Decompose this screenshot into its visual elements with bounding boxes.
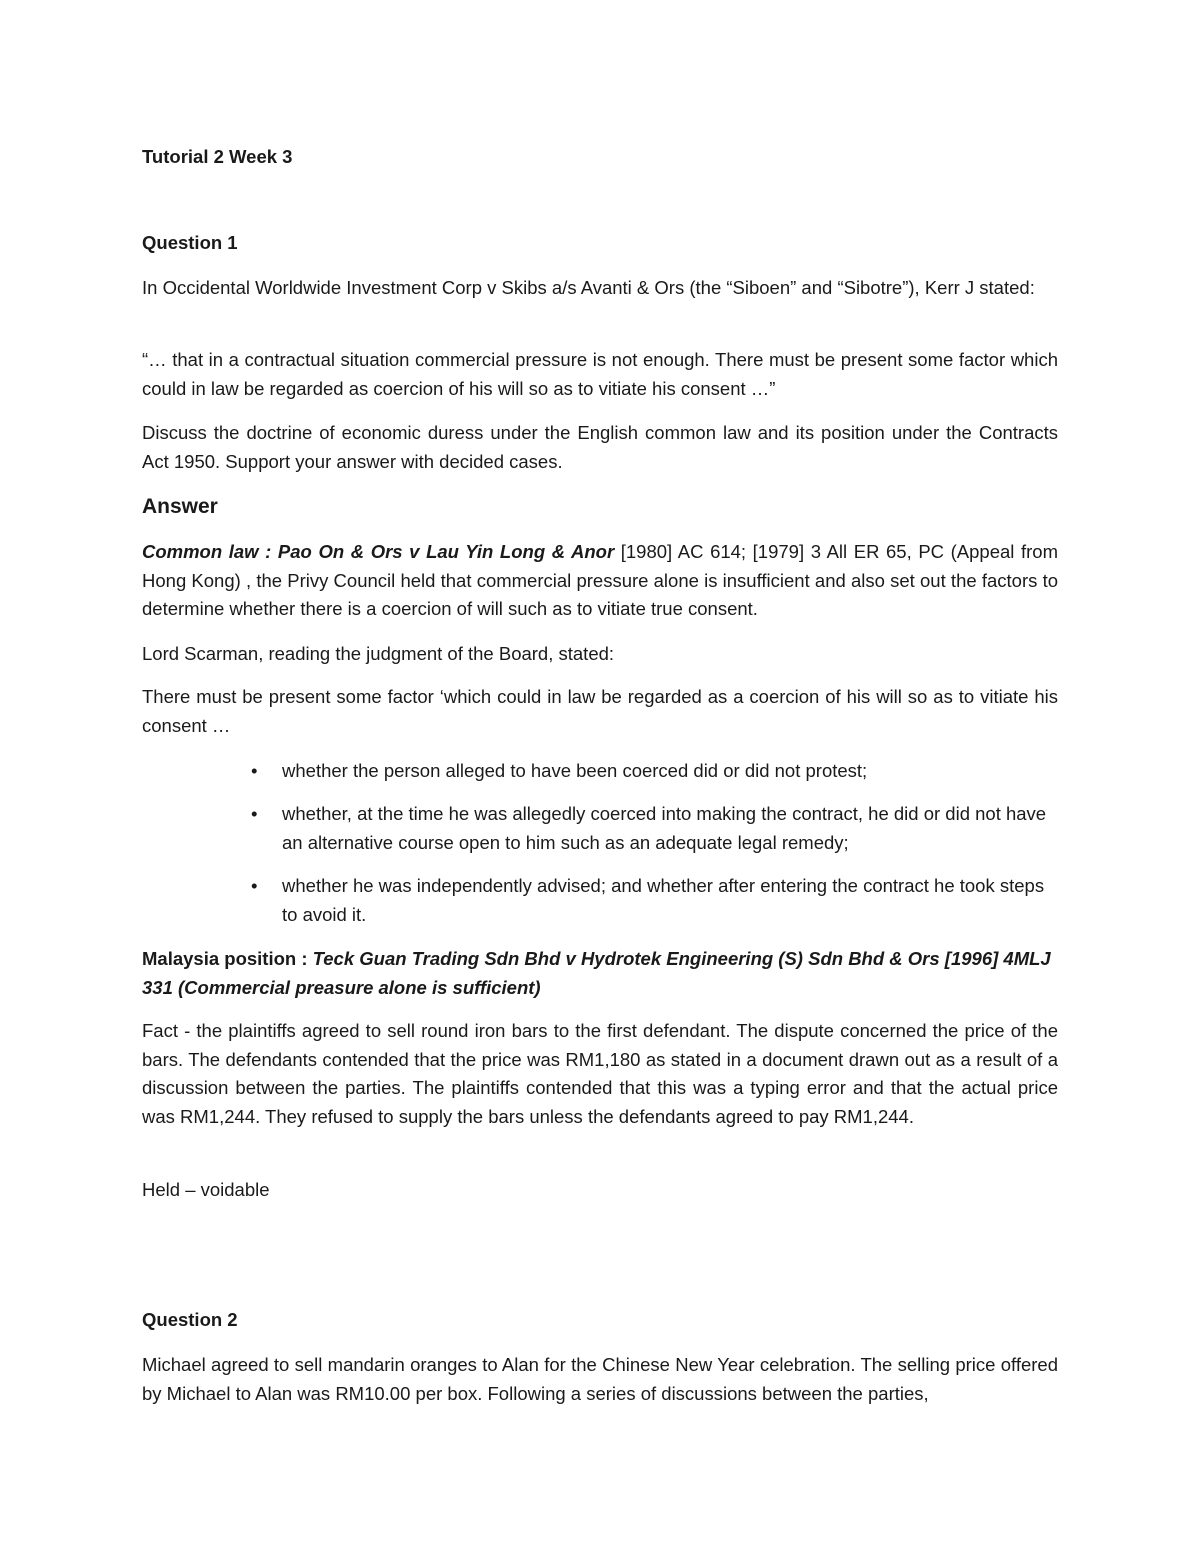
common-law-text: [1980] AC 614; [1979] 3 All ER 65, PC (Appeal from Hong Kong) , the Privy Council held that commercial pressure alone is insufficient and also set out the factors to determine whether there is a coercion of will such as to vitiate true consent. (142, 541, 1058, 619)
list-item-text: whether, at the time he was allegedly coerced into making the contract, he did or did not have an alternative course open to him such as an adequate legal remedy; (282, 803, 1047, 853)
bullet-icon: • (251, 875, 258, 896)
bullet-icon: • (251, 803, 258, 824)
question-1-task: Discuss the doctrine of economic duress under the English common law and its position under the Contracts Act 1950. Support your answer with decided cases. (142, 422, 1058, 472)
question-2-text: Michael agreed to sell mandarin oranges to Alan for the Chinese New Year celebration. The selling price offered by Michael to Alan was RM10.00 per box. Following a series of discussions between the parties, (142, 1354, 1058, 1404)
list-item (251, 872, 1058, 929)
question-1-quote: “… that in a contractual situation commercial pressure is not enough. There must be present some factor which could in law be regarded as coercion of his will so as to vitiate his consent …” (142, 349, 1058, 399)
question-2-heading: Question 2 (142, 1309, 238, 1330)
malaysia-position-label: Malaysia position : (142, 948, 313, 969)
common-law-case-label: Common law : Pao On & Ors v Lau Yin Long & Anor (142, 541, 615, 562)
document-title: Tutorial 2 Week 3 (142, 146, 293, 167)
malaysia-case-name: Teck Guan Trading Sdn Bhd v Hydrotek Engineering (S) Sdn Bhd & Ors [1996] 4MLJ 331 (Commercial preasure alone is sufficient) (142, 948, 1051, 998)
fact-paragraph: Fact - the plaintiffs agreed to sell round iron bars to the first defendant. The dispute concerned the price of the bars. The defendants contended that the price was RM1,180 as stated in a document drawn out as a result of a discussion between the parties. The plaintiffs contended that this was a typing error and that the actual price was RM1,244. They refused to supply the bars unless the defendants agreed to pay RM1,244. (142, 1020, 1058, 1127)
bullet-icon: • (251, 760, 258, 781)
lord-scarman-quote: There must be present some factor ‘which could in law be regarded as a coercion of his will so as to vitiate his consent … (142, 686, 1058, 736)
malaysia-position-paragraph (142, 945, 1058, 1002)
question-1-intro: In Occidental Worldwide Investment Corp v Skibs a/s Avanti & Ors (the “Siboen” and “Sibotre”), Kerr J stated: (142, 277, 1035, 298)
common-law-paragraph (142, 538, 1058, 624)
question-1-heading: Question 1 (142, 232, 238, 253)
list-item (251, 757, 1058, 786)
list-item (251, 800, 1058, 857)
held-paragraph: Held – voidable (142, 1179, 270, 1200)
list-item-text: whether the person alleged to have been coerced did or did not protest; (282, 760, 868, 781)
lord-scarman-intro: Lord Scarman, reading the judgment of the Board, stated: (142, 643, 615, 664)
list-item-text: whether he was independently advised; and whether after entering the contract he took steps to avoid it. (282, 875, 1045, 925)
answer-heading: Answer (142, 495, 218, 518)
